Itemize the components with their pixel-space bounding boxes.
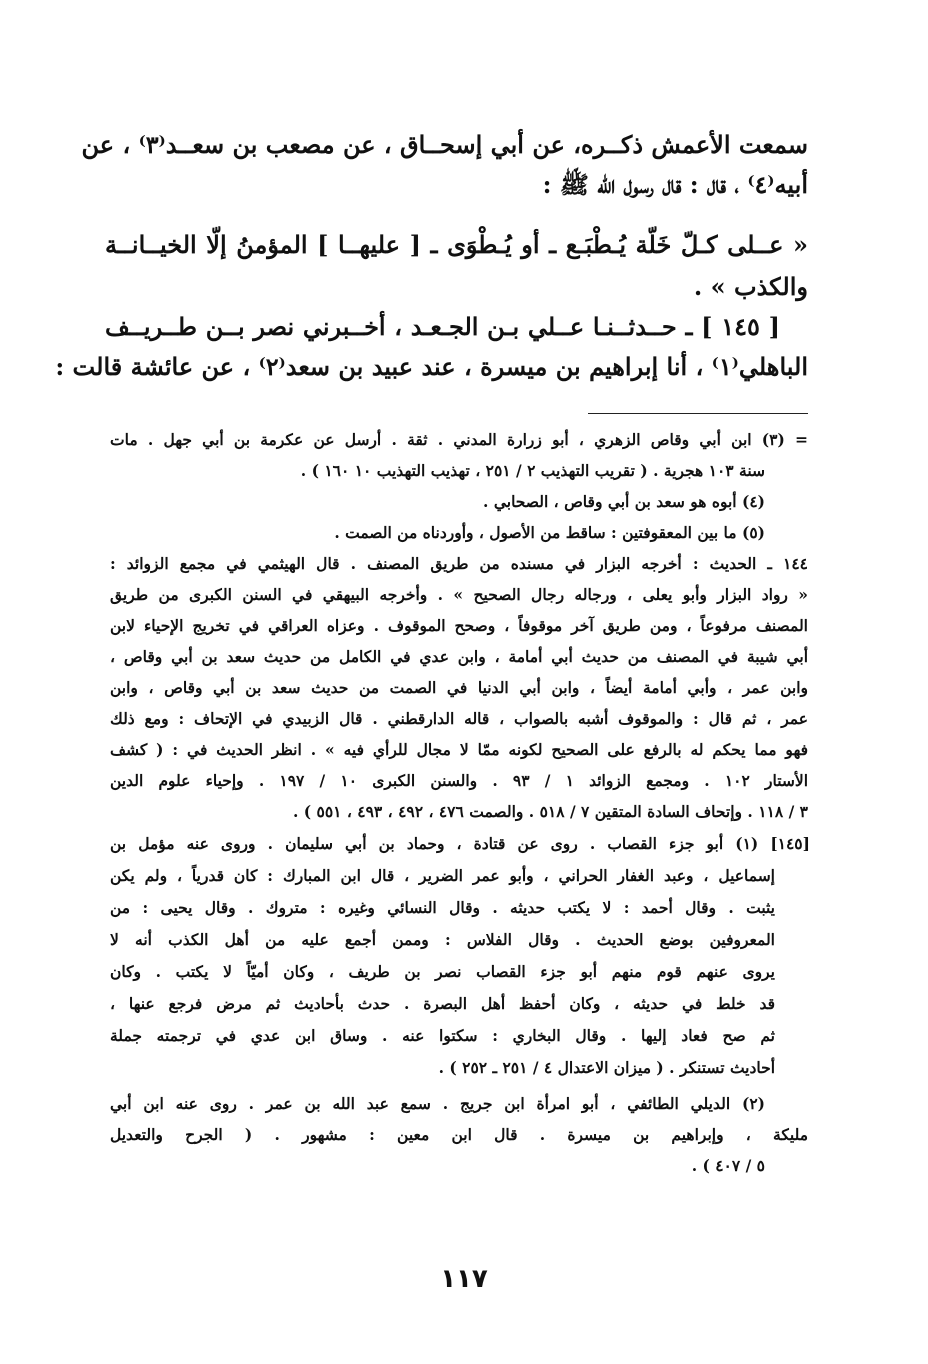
footnote-separator	[588, 413, 808, 414]
footnote-line: الأستار ١٠٢ . ومجمع الزوائد ١ / ٩٣ . والسنن الكبرى ١٠ / ١٩٧ . وإحياء علوم الدين	[110, 771, 809, 790]
footnote-line: [١٤٥] (١) أبو جزء القصاب . روى عن قتادة ، وحماد بن أبي سليمان . وروى عنه مؤمل بن	[110, 834, 810, 853]
footnote-line: وابن عمر ، وأبي أمامة أيضاً ، وابن أبي الدنيا في الصمت من حديث سعد بن أبي وقاص ، وابن	[110, 678, 808, 697]
footnote-line: إسماعيل ، وعبد الغفار الحراني ، وأبو عمر الضرير ، قال ابن المبارك : كان قدرياً ، ولم يكن	[110, 866, 775, 885]
footnote-line: المعروفين بوضع الحديث . وقال الفلاس : وممن أجمع عليه من أهل الكذب أنه لا	[110, 930, 775, 949]
footnote-line: (٢) الديلي الطائفي ، أبو امرأة ابن جريج . سمع عبد الله بن عمر . روى عنه ابن أبي	[110, 1094, 765, 1113]
footnote-line: قد خلط في حديثه ، وكان أحفظ أهل البصرة . حدث بأحاديث ثم مرض فرجع عنها ،	[110, 994, 775, 1013]
footnote-line: عمر ، ثم قال : والموقوف أشبه بالصواب ، قاله الدارقطني . قال الزبيدي في الإتحاف : ومع ذلك	[110, 709, 808, 728]
main-line-2: أبيه⁽٤⁾ ، قال : قال رسول الله ﷺ :	[542, 170, 808, 199]
footnote-line: ٥ / ٤٠٧ ) .	[691, 1156, 765, 1175]
main-line-6: الباهلي⁽١⁾ ، أنا إبراهيم بن ميسرة ، عند عبيد بن سعد⁽٢⁾ ، عن عائشة قالت :	[55, 352, 808, 381]
main-line-1: سمعت الأعمش ذكــره، عن أبي إسحــاق ، عن مصعب بن سعــد⁽٣⁾ ، عن	[81, 130, 808, 159]
footnote-line: = (٣) ابن أبي وقاص الزهري ، أبو زرارة المدني . ثقة . أرسل عن عكرمة بن أبي جهل . مات	[110, 430, 808, 449]
footnote-line: أبي شيبة في المصنف من حديث أبي أمامة ، وابن عدي في الكامل من حديث سعد بن أبي وقاص ،	[110, 647, 808, 666]
footnote-line: أحاديث تستنكر . ( ميزان الاعتدال ٤ / ٢٥١ ـ ٢٥٢ ) .	[438, 1058, 775, 1077]
footnote-line: يروى عنهم قوم منهم أبو جزء القصاب نصر بن طريف ، وكان أميّاً لا يكتب . وكان	[110, 962, 775, 981]
footnote-line: ١٤٤ ـ الحديث : أخرجه البزار في مسنده من طريق المصنف . قال الهيثمي في مجمع الزوائد :	[110, 554, 808, 573]
footnote-line: (٥) ما بين المعقوفتين : ساقط من الأصول ، وأوردناه من الصمت .	[334, 523, 765, 542]
footnote-line: سنة ١٠٣ هجرية . ( تقريب التهذيب ٢ / ٢٥١ ، تهذيب التهذيب ١٠ ١٦٠ ) .	[300, 461, 765, 480]
footnote-line: ٣ / ١١٨ . وإتحاف السادة المتقين ٧ / ٥١٨ . والصمت ٤٧٦ ، ٤٩٢ ، ٤٩٣ ، ٥٥١ ) .	[292, 802, 808, 821]
footnote-line: فهو مما يحكم له بالرفع على الصحيح لكونه ممّا لا مجال للرأي فيه » . انظر الحديث في : ( كشف	[110, 740, 808, 759]
main-line-4: والكذب » .	[693, 272, 808, 301]
main-line-5: [ ١٤٥ ] ـ حــدثــنـا عــلي بـن الجـعـد ، أخــبرني نصر بــن طــريــف	[105, 312, 780, 341]
footnote-line: المصنف مرفوعاً ، ومن طريق آخر موقوفاً ، وصحح الموقوف . وعزاه العراقي في تخريج الإحياء لابن	[110, 616, 808, 635]
footnote-line: يثبت . وقال أحمد : لا يكتب حديثه . وقال النسائي وغيره : متروك . وقال يحيى : من	[110, 898, 775, 917]
footnote-line: مليكة ، وإبراهيم بن ميسرة . قال ابن معين : مشهور . ( الجرح والتعديل	[110, 1125, 808, 1144]
main-line-3: « عــلى كـلّ خَلّة يُـطْبَـع ـ أو يُـطْوَى ـ [ عليهــا ] المؤمنُ إلّا الخيــانــة	[105, 230, 808, 259]
footnote-line: « رواد البزار وأبو يعلى ، ورجاله رجال الصحيح » . وأخرجه البيهقي في السنن الكبرى من طريق	[110, 585, 808, 604]
footnote-line: ثم صح فعاد إليها . وقال البخاري : سكتوا عنه . وساق ابن عدي في ترجمته جملة	[110, 1026, 775, 1045]
page-number: ١١٧	[440, 1264, 488, 1294]
footnote-line: (٤) أبوه هو سعد بن أبي وقاص ، الصحابي .	[483, 492, 765, 511]
